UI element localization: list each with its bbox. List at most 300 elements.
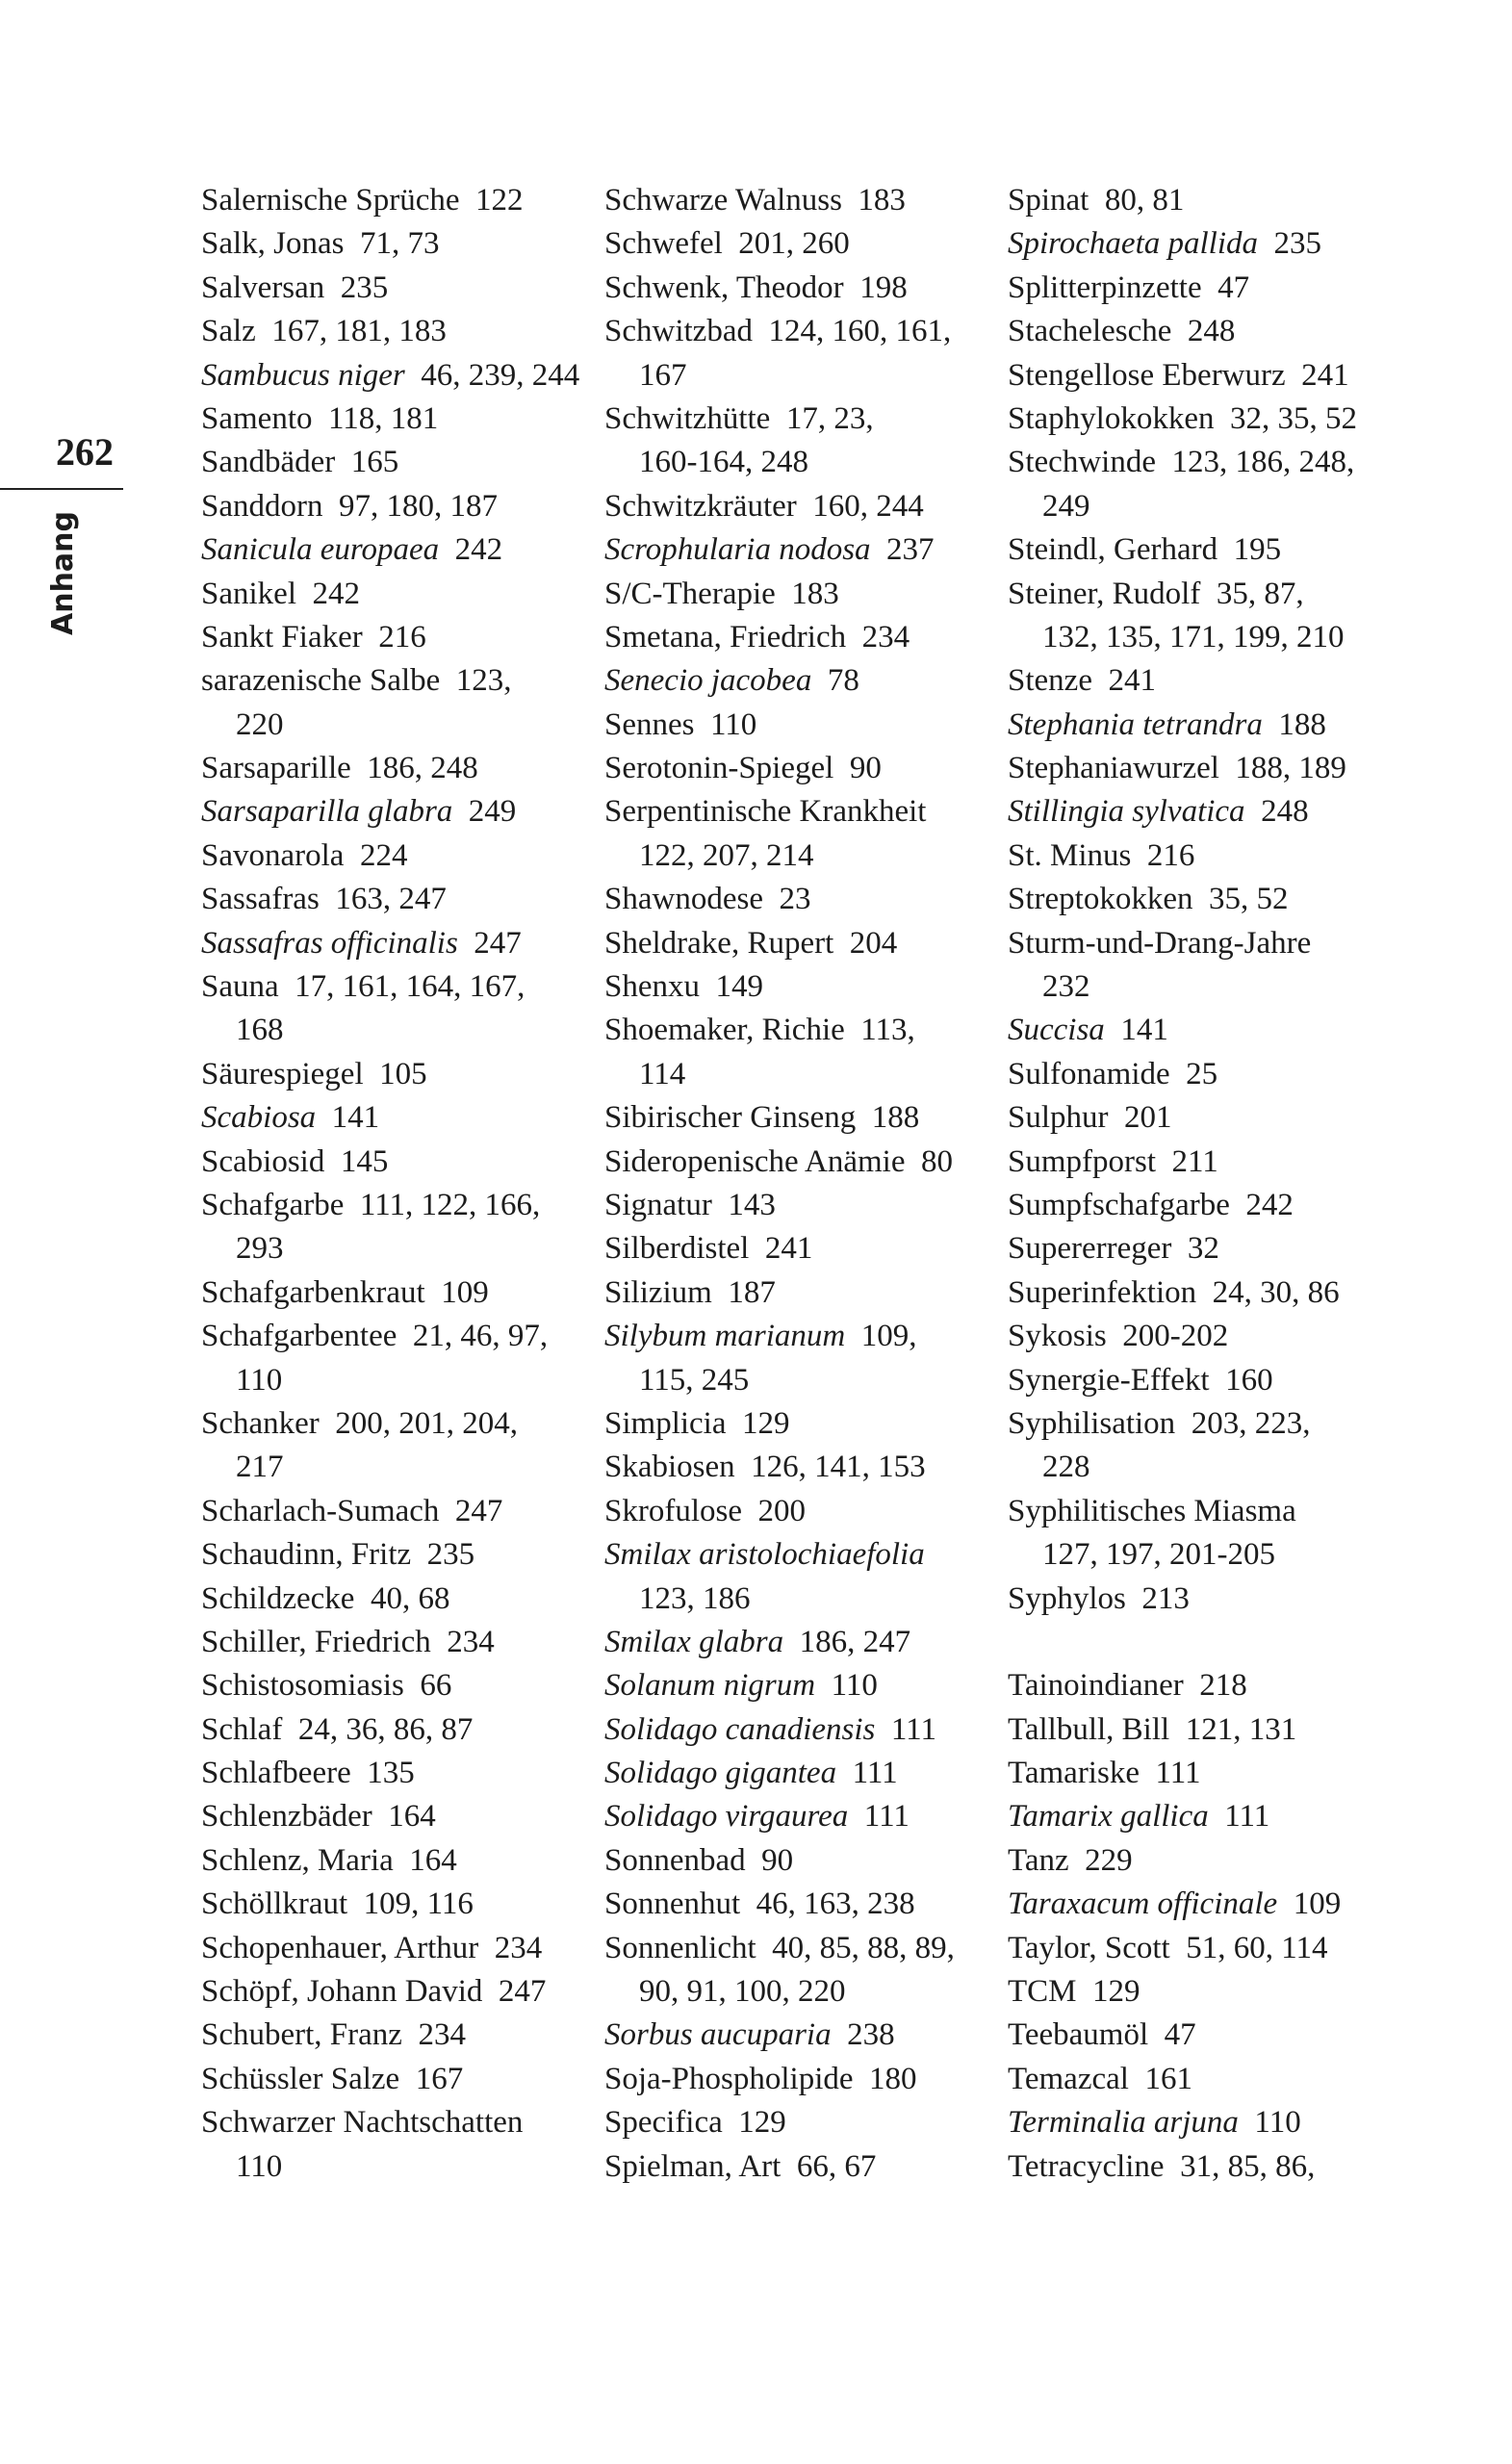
index-term: Salernische Sprüche	[201, 183, 460, 218]
index-entry	[201, 1096, 596, 1140]
index-term: Sheldrake, Rupert	[604, 925, 834, 961]
index-column-3	[1008, 179, 1402, 2189]
index-term: Schwitzkräuter	[604, 488, 797, 524]
index-entry	[201, 485, 596, 528]
index-pages: 234	[418, 2017, 466, 2053]
index-entry-continuation	[201, 1446, 596, 1489]
page-number-rule	[0, 488, 123, 490]
index-term: Sauna	[201, 969, 279, 1005]
index-entry	[201, 1708, 596, 1752]
index-pages: 201	[1124, 1100, 1172, 1136]
index-pages: 71, 73	[360, 226, 440, 262]
index-term: Stengellose Eberwurz	[1008, 357, 1286, 393]
index-entry	[1008, 354, 1402, 398]
index-pages: 143	[728, 1187, 776, 1222]
index-entry	[1008, 834, 1402, 878]
index-entry	[604, 310, 999, 353]
index-entry	[604, 1621, 999, 1664]
index-entry	[1008, 1402, 1402, 1446]
index-entry-continuation	[604, 1053, 999, 1096]
index-entry	[1008, 222, 1402, 266]
index-entry-continuation	[201, 1227, 596, 1270]
index-entry	[201, 441, 596, 484]
index-entry	[1008, 1184, 1402, 1227]
index-term: Solidago virgaurea	[604, 1799, 849, 1835]
index-pages: 110	[831, 1668, 878, 1704]
index-entry-continuation	[201, 1359, 596, 1402]
index-entry	[604, 922, 999, 965]
index-pages: 66	[420, 1668, 452, 1704]
page-number: 262	[56, 430, 114, 474]
index-entry	[1008, 1795, 1402, 1838]
index-entry	[604, 2058, 999, 2101]
index-entry	[1008, 1664, 1402, 1707]
index-entry	[201, 1621, 596, 1664]
index-entry	[1008, 1096, 1402, 1140]
index-entry	[1008, 398, 1402, 441]
index-entry	[604, 267, 999, 310]
index-term: Tanz	[1008, 1842, 1069, 1878]
index-pages: 242	[454, 532, 503, 568]
index-term: Skabiosen	[604, 1450, 735, 1485]
index-pages: 47	[1217, 270, 1250, 305]
index-entry	[1008, 1359, 1402, 1402]
index-pages: 188, 189	[1235, 751, 1346, 786]
index-pages: 40, 68	[370, 1580, 450, 1616]
index-term: Schafgarbenkraut	[201, 1274, 425, 1310]
index-term: Sibirischer Ginseng	[604, 1100, 857, 1136]
index-entry	[604, 1402, 999, 1446]
index-pages: 32, 35, 52	[1229, 400, 1357, 436]
index-pages: 248	[1187, 314, 1236, 349]
index-pages: 232	[1042, 969, 1090, 1005]
index-pages: 242	[312, 576, 360, 611]
index-term: St. Minus	[1008, 837, 1132, 873]
index-entry	[201, 1533, 596, 1577]
index-entry	[201, 747, 596, 790]
index-term: Sanikel	[201, 576, 296, 611]
index-pages: 200, 201, 204,	[335, 1405, 519, 1441]
index-entry	[1008, 1227, 1402, 1270]
index-term: Serpentinische Krankheit	[604, 794, 927, 830]
index-pages: 235	[340, 270, 389, 305]
index-entry	[1008, 267, 1402, 310]
index-entry	[1008, 1009, 1402, 1052]
index-pages: 118, 181	[327, 400, 439, 436]
index-term: Spielman, Art	[604, 2148, 782, 2184]
index-term: TCM	[1008, 1974, 1077, 2010]
index-entry	[604, 398, 999, 441]
index-entry	[201, 1490, 596, 1533]
index-pages: 111	[1155, 1756, 1201, 1791]
index-entry	[604, 573, 999, 616]
index-pages: 123, 186, 248,	[1171, 445, 1355, 480]
index-entry	[1008, 528, 1402, 572]
index-entry-continuation	[1008, 1446, 1402, 1489]
index-pages: 234	[447, 1624, 495, 1659]
index-pages: 200-202	[1122, 1319, 1229, 1354]
index-pages: 51, 60, 114	[1186, 1930, 1328, 1965]
index-pages: 23	[779, 882, 811, 917]
index-term: Schubert, Franz	[201, 2017, 402, 2053]
index-term: Salversan	[201, 270, 325, 305]
index-entry	[201, 354, 596, 398]
index-pages: 25	[1186, 1056, 1218, 1091]
index-pages: 110	[710, 706, 757, 742]
index-term: Sturm-und-Drang-Jahre	[1008, 925, 1312, 961]
index-term: Spinat	[1008, 183, 1089, 218]
index-term: Silberdistel	[604, 1231, 750, 1267]
index-term: Stephania tetrandra	[1008, 706, 1263, 742]
index-term: Sonnenlicht	[604, 1930, 756, 1965]
index-pages: 180	[869, 2061, 917, 2096]
index-entry	[1008, 1271, 1402, 1315]
index-pages: 35, 52	[1208, 882, 1289, 917]
index-pages: 167, 181, 183	[271, 314, 447, 349]
index-term: Succisa	[1008, 1013, 1105, 1048]
index-pages: 160, 244	[812, 488, 924, 524]
index-term: Schaudinn, Fritz	[201, 1537, 412, 1573]
index-entry	[201, 1053, 596, 1096]
index-entry	[1008, 790, 1402, 834]
index-term: Stachelesche	[1008, 314, 1172, 349]
index-entry	[604, 1490, 999, 1533]
index-term: Tamarix gallica	[1008, 1799, 1209, 1835]
index-pages: 124, 160, 161,	[768, 314, 952, 349]
index-entry	[1008, 1927, 1402, 1970]
index-entry	[604, 747, 999, 790]
index-entry-continuation	[201, 1009, 596, 1052]
index-pages: 32	[1187, 1231, 1219, 1267]
index-term: Sennes	[604, 706, 695, 742]
index-pages: 31, 85, 86,	[1180, 2148, 1316, 2184]
index-term: Soja-Phospholipide	[604, 2061, 854, 2096]
index-term: Solidago gigantea	[604, 1756, 837, 1791]
index-term: Syphylos	[1008, 1580, 1126, 1616]
index-entry	[201, 659, 596, 703]
index-entry	[1008, 922, 1402, 965]
index-entry	[604, 2014, 999, 2057]
index-entry	[201, 1664, 596, 1707]
index-pages: 235	[1273, 226, 1322, 262]
index-term: Shoemaker, Richie	[604, 1013, 845, 1048]
index-term: Sambucus niger	[201, 357, 405, 393]
index-pages: 195	[1233, 532, 1282, 568]
index-term: Taylor, Scott	[1008, 1930, 1170, 1965]
index-term: Scharlach-Sumach	[201, 1493, 440, 1528]
index-term: Superinfektion	[1008, 1274, 1197, 1310]
index-pages: 237	[886, 532, 935, 568]
index-pages: 167	[415, 2061, 464, 2096]
index-entry	[604, 1141, 999, 1184]
index-term: Solidago canadiensis	[604, 1711, 876, 1747]
index-entry-continuation	[604, 834, 999, 878]
index-entry	[201, 790, 596, 834]
index-entry-continuation	[604, 441, 999, 484]
index-pages: 127, 197, 201-205	[1042, 1537, 1275, 1573]
index-term: Schlenz, Maria	[201, 1842, 394, 1878]
index-pages: 123, 186	[639, 1580, 751, 1616]
index-entry	[201, 1795, 596, 1838]
index-pages: 249	[468, 794, 517, 830]
index-pages: 238	[847, 2017, 895, 2053]
index-pages: 211	[1171, 1143, 1218, 1179]
index-term: Schildzecke	[201, 1580, 355, 1616]
index-entry	[604, 1184, 999, 1227]
index-term: Simplicia	[604, 1405, 727, 1441]
index-term: Schöllkraut	[201, 1886, 348, 1922]
index-entry	[201, 398, 596, 441]
index-term: Stenze	[1008, 663, 1092, 699]
index-pages: 241	[764, 1231, 813, 1267]
index-pages: 111, 122, 166,	[359, 1187, 541, 1222]
index-pages: 145	[340, 1143, 389, 1179]
index-term: Schopenhauer, Arthur	[201, 1930, 479, 1965]
index-term: Schüssler Salze	[201, 2061, 400, 2096]
index-term: Syphilisation	[1008, 1405, 1176, 1441]
index-entry	[201, 834, 596, 878]
index-entry-continuation	[201, 2145, 596, 2189]
index-entry	[604, 1883, 999, 1926]
index-pages: 247	[498, 1974, 547, 2010]
index-pages: 229	[1085, 1842, 1133, 1878]
index-entry	[201, 1839, 596, 1883]
index-pages: 198	[859, 270, 908, 305]
index-entry	[1008, 2101, 1402, 2144]
index-term: Smetana, Friedrich	[604, 619, 847, 654]
index-entry	[604, 1795, 999, 1838]
index-pages: 235	[426, 1537, 475, 1573]
index-pages: 90	[849, 751, 882, 786]
index-entry	[201, 616, 596, 659]
index-pages: 234	[861, 619, 910, 654]
index-term: Supererreger	[1008, 1231, 1172, 1267]
index-entry	[1008, 2014, 1402, 2057]
index-entry	[201, 267, 596, 310]
index-entry	[201, 1315, 596, 1358]
index-term: Sykosis	[1008, 1319, 1107, 1354]
index-entry	[1008, 1752, 1402, 1795]
index-pages: 248	[1261, 794, 1309, 830]
index-term: Schöpf, Johann David	[201, 1974, 483, 2010]
index-entry	[1008, 878, 1402, 921]
index-term: Specifica	[604, 2105, 723, 2141]
index-entry	[604, 659, 999, 703]
index-term: Sassafras officinalis	[201, 925, 458, 961]
index-entry-continuation	[1008, 1533, 1402, 1577]
index-pages: 129	[742, 1405, 790, 1441]
index-entry	[604, 1227, 999, 1270]
index-entry	[604, 179, 999, 222]
index-entry	[201, 1927, 596, 1970]
index-term: Sassafras	[201, 882, 320, 917]
index-pages: 132, 135, 171, 199, 210	[1042, 619, 1345, 654]
index-term: Sulfonamide	[1008, 1056, 1170, 1091]
index-entry	[604, 1315, 999, 1358]
index-term: Solanum nigrum	[604, 1668, 816, 1704]
index-pages: 90	[761, 1842, 794, 1878]
index-entry	[604, 528, 999, 572]
index-pages: 220	[236, 706, 284, 742]
index-pages: 129	[1092, 1974, 1140, 2010]
index-entry	[201, 573, 596, 616]
index-pages: 168	[236, 1013, 284, 1048]
index-term: Staphylokokken	[1008, 400, 1215, 436]
index-term: Salz	[201, 314, 256, 349]
index-pages: 111	[890, 1711, 936, 1747]
index-entry-continuation	[604, 354, 999, 398]
index-pages: 216	[1146, 837, 1195, 873]
index-entry	[1008, 1839, 1402, 1883]
index-pages: 201, 260	[738, 226, 850, 262]
index-term: Scabiosa	[201, 1100, 317, 1136]
index-entry	[1008, 573, 1402, 616]
index-entry	[604, 2101, 999, 2144]
index-term: Schafgarbentee	[201, 1319, 397, 1354]
index-pages: 80, 81	[1104, 183, 1185, 218]
index-pages: 110	[236, 2148, 283, 2184]
index-entry	[604, 2145, 999, 2189]
index-pages: 188	[1278, 706, 1326, 742]
index-term: Schanker	[201, 1405, 320, 1441]
index-term: Tainoindianer	[1008, 1668, 1184, 1704]
index-term: Schwarzer Nachtschatten	[201, 2105, 524, 2141]
index-term: Schwarze Walnuss	[604, 183, 842, 218]
index-pages: 186, 248	[367, 751, 478, 786]
index-term: Tamariske	[1008, 1756, 1140, 1791]
index-term: Steindl, Gerhard	[1008, 532, 1218, 568]
index-pages: 228	[1042, 1450, 1090, 1485]
index-entry	[201, 2058, 596, 2101]
index-pages: 111	[1224, 1799, 1270, 1835]
index-term: Stephaniawurzel	[1008, 751, 1219, 786]
index-term: Smilax glabra	[604, 1624, 784, 1659]
index-pages: 47	[1164, 2017, 1196, 2053]
index-pages: 164	[409, 1842, 457, 1878]
index-pages: 97, 180, 187	[339, 488, 498, 524]
index-term: Schwitzhütte	[604, 400, 771, 436]
index-pages: 109,	[860, 1319, 917, 1354]
index-pages: 160	[1225, 1362, 1273, 1398]
index-entry	[604, 1533, 999, 1577]
index-pages: 123,	[455, 663, 512, 699]
index-entry	[1008, 659, 1402, 703]
index-term: Temazcal	[1008, 2061, 1129, 2096]
index-pages: 224	[359, 837, 408, 873]
index-entry	[201, 1752, 596, 1795]
index-pages: 122	[475, 183, 524, 218]
index-column-1	[201, 179, 596, 2189]
index-term: sarazenische Salbe	[201, 663, 441, 699]
index-pages: 241	[1108, 663, 1156, 699]
index-term: Sankt Fiaker	[201, 619, 363, 654]
index-term: Scrophularia nodosa	[604, 532, 871, 568]
index-term: S/C-Therapie	[604, 576, 776, 611]
index-pages: 105	[379, 1056, 427, 1091]
index-entry	[1008, 2058, 1402, 2101]
index-pages: 121, 131	[1185, 1711, 1297, 1747]
index-pages: 135	[367, 1756, 415, 1791]
index-term: Samento	[201, 400, 313, 436]
index-term: Savonarola	[201, 837, 345, 873]
index-term: Shawnodese	[604, 882, 763, 917]
index-pages: 247	[474, 925, 522, 961]
index-pages: 203, 223,	[1191, 1405, 1311, 1441]
index-term: Steiner, Rudolf	[1008, 576, 1201, 611]
index-term: Silizium	[604, 1274, 712, 1310]
index-pages: 122, 207, 214	[639, 837, 814, 873]
index-pages: 46, 239, 244	[421, 357, 580, 393]
index-pages: 293	[236, 1231, 284, 1267]
index-pages: 216	[378, 619, 426, 654]
index-term: Terminalia arjuna	[1008, 2105, 1239, 2141]
index-entry	[1008, 1141, 1402, 1184]
index-pages: 114	[639, 1056, 686, 1091]
index-entry-continuation	[604, 1970, 999, 2014]
index-pages: 200	[757, 1493, 806, 1528]
index-term: Tetracycline	[1008, 2148, 1165, 2184]
index-entry	[1008, 704, 1402, 747]
index-pages: 163, 247	[335, 882, 447, 917]
index-term: Schafgarbe	[201, 1187, 345, 1222]
index-entry	[201, 2101, 596, 2144]
index-entry	[201, 310, 596, 353]
index-term: Scabiosid	[201, 1143, 325, 1179]
index-term: Teebaumöl	[1008, 2017, 1149, 2053]
index-term: Serotonin-Spiegel	[604, 751, 834, 786]
index-entry	[201, 1970, 596, 2014]
index-pages: 165	[350, 445, 399, 480]
index-entry-continuation	[604, 1359, 999, 1402]
index-pages: 111	[852, 1756, 898, 1791]
index-pages: 66, 67	[796, 2148, 877, 2184]
index-pages: 141	[1120, 1013, 1168, 1048]
index-entry	[604, 1446, 999, 1489]
index-term: Salk, Jonas	[201, 226, 345, 262]
index-pages: 141	[331, 1100, 380, 1136]
index-pages: 80	[921, 1143, 954, 1179]
index-term: Sumpfporst	[1008, 1143, 1157, 1179]
index-entry	[604, 1752, 999, 1795]
index-pages: 109	[441, 1274, 489, 1310]
index-entry	[604, 1927, 999, 1970]
index-term: Syphilitisches Miasma	[1008, 1493, 1296, 1528]
index-pages: 213	[1141, 1580, 1190, 1616]
index-pages: 129	[738, 2105, 786, 2141]
index-term: Schlaf	[201, 1711, 283, 1747]
index-pages: 217	[236, 1450, 284, 1485]
index-term: Schwitzbad	[604, 314, 753, 349]
index-term: Sarsaparille	[201, 751, 351, 786]
index-pages: 167	[639, 357, 687, 393]
index-entry	[201, 1402, 596, 1446]
index-pages: 17, 23,	[785, 400, 874, 436]
index-entry	[604, 1009, 999, 1052]
index-entry	[1008, 1490, 1402, 1533]
index-entry	[201, 2014, 596, 2057]
index-pages: 160-164, 248	[639, 445, 808, 480]
index-entry	[1008, 2145, 1402, 2189]
index-term: Skrofulose	[604, 1493, 742, 1528]
index-pages: 183	[791, 576, 839, 611]
index-term: Smilax aristolochiaefolia	[604, 1537, 925, 1573]
index-term: Taraxacum officinale	[1008, 1886, 1278, 1922]
index-term: Signatur	[604, 1187, 712, 1222]
index-section-spacer	[1008, 1621, 1402, 1664]
index-entry	[604, 1096, 999, 1140]
index-entry	[1008, 441, 1402, 484]
index-pages: 109	[1293, 1886, 1342, 1922]
